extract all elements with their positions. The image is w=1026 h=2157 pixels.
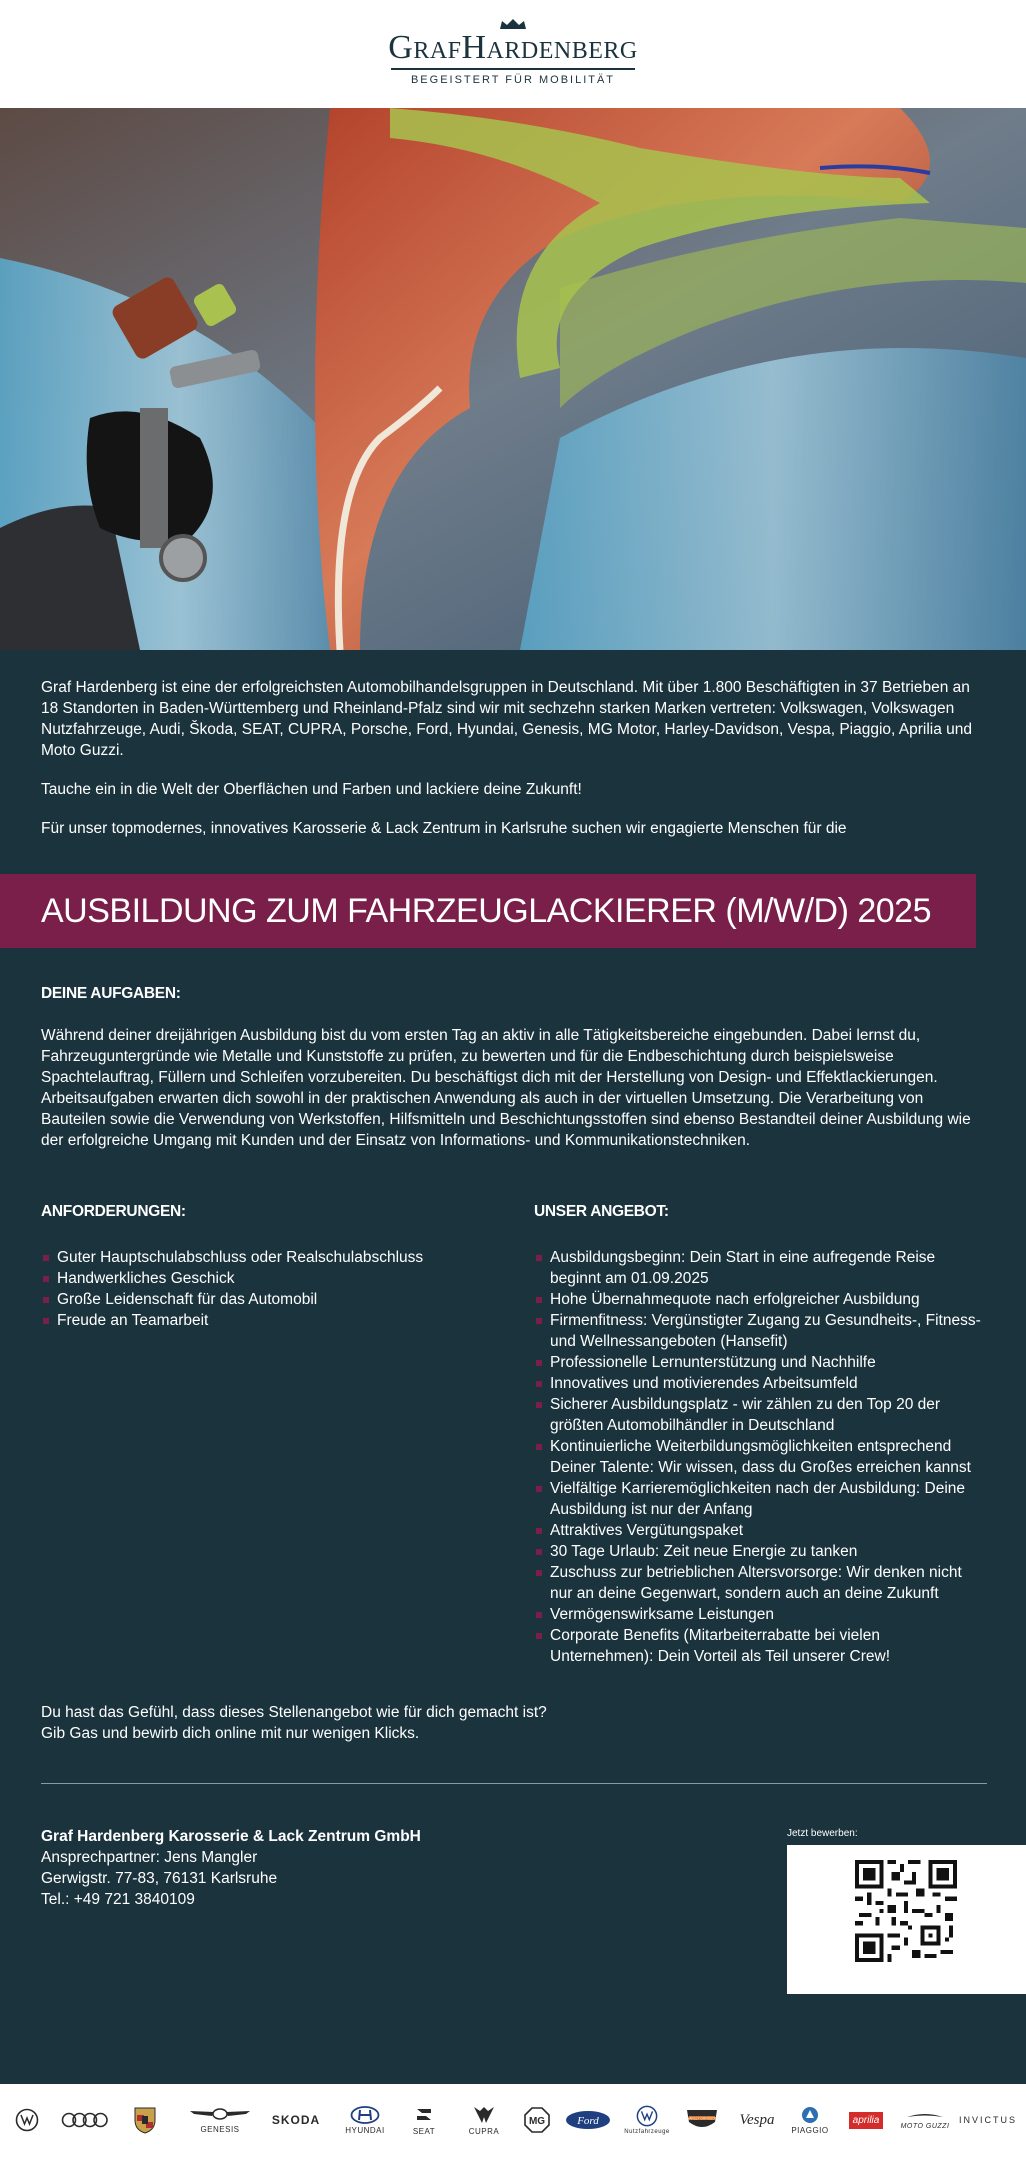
contact-company: Graf Hardenberg Karosserie & Lack Zentrum GmbH [41,1828,421,1845]
invictus-logo [958,2098,1018,2142]
cupra-label: CUPRA [468,2126,500,2136]
tasks-text: Während deiner dreijährigen Ausbildung bist du vom ersten Tag an aktiv in alle Tätigkeitsbereiche eingebunden. Dabei lernst du, Fahrzeuguntergründe wie Metalle und Kunststoffe zu prüfen, zu bewerten und für die Endbeschichtung durch beispielsweise Spachtelauftrag, Füllern und Schleifen vorzubereiten. Du beschäftigst dich mit der Herstellung von Design- und Effektlackierungen. Arbeitsaufgaben erwarten dich sowohl in der praktischen Anwendung als auch in der virtuellen Umsetzung. Die Verarbeitung von Bauteilen sowie die Verwendung von Werkstoffen, Hilfsmitteln und Beschichtungsstoffen sind ebenso Bestandteil deiner Ausbildung wie der erfolgreiche Umgang mit Kunden und der Einsatz von Informations- und Kommunikationstechniken. [41,1027,971,1149]
vw-nutzfahrzeuge-logo [626,2098,668,2142]
hyundai-icon [350,2106,380,2124]
vw-nutzfahrzeuge-label: Nutzfahrzeuge [624,2129,670,2135]
volkswagen-logo [12,2098,42,2142]
offer-item: Zuschuss zur betrieblichen Altersvorsorge: Wir denken nicht nur an deine Gegenwart, sondern auch an deine Zukunft [534,1562,984,1604]
logo-tagline: BEGEISTERT FÜR MOBILITÄT [410,74,616,86]
offer-item: Firmenfitness: Vergünstigter Zugang zu Gesundheits-, Fitness- und Wellnessangeboten (Hansefit) [534,1310,984,1352]
offer-item: Professionelle Lernunterstützung und Nachhilfe [534,1352,984,1373]
call-to-action [41,1702,641,1744]
porsche-crest-icon [134,2106,156,2134]
requirements-list [41,1247,511,1331]
mg-label: MG [528,2116,546,2127]
requirement-item: Guter Hauptschulabschluss oder Realschulabschluss [41,1247,511,1268]
piaggio-icon [801,2106,819,2124]
offer-list [534,1247,984,1667]
contact-phone[interactable]: Tel.: +49 721 3840109 [41,1891,195,1908]
offer-item: Sicherer Ausbildungsplatz - wir zählen zu den Top 20 der größten Automobilhändler in Deutschland [534,1394,984,1436]
cta-line-2: Gib Gas und bewirb dich online mit nur wenigen Klicks. [41,1725,420,1742]
moto-guzzi-logo [900,2098,950,2142]
offer-item: Ausbildungsbeginn: Dein Start in eine aufregende Reise beginnt am 01.09.2025 [534,1247,984,1289]
logo-rule [391,68,635,70]
genesis-label: GENESIS [200,2124,240,2134]
hero-image [0,108,1026,650]
audi-logo [60,2098,110,2142]
intro-lead-in: Für unser topmodernes, innovatives Karosserie & Lack Zentrum in Karlsruhe suchen wir engagierte Menschen für die [41,820,847,837]
contact-person: Ansprechpartner: Jens Mangler [41,1849,258,1866]
harley-shield-icon [686,2107,718,2133]
offer-item: Vielfältige Karrieremöglichkeiten nach der Ausbildung: Deine Ausbildung ist nur der Anfang [534,1478,984,1520]
hyundai-label: HYUNDAI [345,2125,385,2135]
offer-item: Vermögenswirksame Leistungen [534,1604,984,1625]
brand-logo-strip [0,2084,1026,2157]
offer-item: Innovatives und motivierendes Arbeitsumfeld [534,1373,984,1394]
volkswagen-icon [15,2108,39,2132]
piaggio-logo [788,2098,832,2142]
mg-octagon-icon [524,2107,550,2133]
apply-label: Jetzt bewerben: [787,1828,858,1839]
requirement-item: Freude an Teamarbeit [41,1310,511,1331]
intro-section [41,677,991,857]
apply-qr-code[interactable] [787,1845,1026,1994]
genesis-logo [185,2098,255,2142]
offer-item: Corporate Benefits (Mitarbeiterrabatte bei vielen Unternehmen): Dein Vorteil als Teil unserer Crew! [534,1625,984,1667]
seat-icon [414,2105,434,2125]
porsche-logo [130,2098,160,2142]
harley-davidson-logo [684,2098,720,2142]
ford-logo [562,2098,614,2142]
piaggio-label: PIAGGIO [791,2125,829,2135]
seat-label: SEAT [412,2126,436,2136]
cupra-logo [462,2098,506,2142]
moto-guzzi-label: MOTO GUZZI [900,2122,950,2130]
moto-guzzi-eagle-icon [905,2111,945,2121]
ford-label: Ford [577,2115,599,2127]
job-title: AUSBILDUNG ZUM FAHRZEUGLACKIERER (M/W/D) 2025 [41,892,931,930]
offer-item: Attraktives Vergütungspaket [534,1520,984,1541]
vespa-label: Vespa [739,2111,775,2128]
offer-heading: UNSER ANGEBOT: [534,1203,669,1220]
seat-logo [406,2098,442,2142]
contact-address: Gerwigstr. 77-83, 76131 Karlsruhe [41,1870,278,1887]
offer-item: Hohe Übernahmequote nach erfolgreicher Ausbildung [534,1289,984,1310]
requirements-heading: ANFORDERUNGEN: [41,1203,186,1220]
genesis-wings-icon [188,2107,252,2123]
tasks-heading: DEINE AUFGABEN: [41,985,181,1002]
volkswagen-icon [636,2105,658,2127]
offer-item: Kontinuierliche Weiterbildungsmöglichkeiten entsprechend Deiner Talente: Wir wissen, dass du Großes erreichen kannst [534,1436,984,1478]
intro-tagline: Tauche ein in die Welt der Oberflächen und Farben und lackiere deine Zukunft! [41,781,582,798]
audi-rings-icon [61,2112,109,2128]
vespa-logo [734,2098,780,2142]
mg-logo [520,2098,554,2142]
company-logo[interactable] [0,18,1026,86]
aprilia-label: aprilia [849,2112,884,2129]
ford-oval-icon [565,2110,611,2130]
aprilia-logo [848,2098,884,2142]
contact-block [41,1826,641,1910]
harley-label: HARLEY-DAVIDSON [687,2116,717,2121]
skoda-label: SKODA [271,2113,321,2127]
offer-item: 30 Tage Urlaub: Zeit neue Energie zu tanken [534,1541,984,1562]
intro-company-text: Graf Hardenberg ist eine der erfolgreichsten Automobilhandelsgruppen in Deutschland. Mit über 1.800 Beschäftigten in 37 Betrieben an 18 Standorten in Baden-Württemberg und Rheinland-Pfalz sind wir mit sechzehn starken Marken vertreten: Volkswagen, Volkswagen Nutzfahrzeuge, Audi, Škoda, SEAT, CUPRA, Porsche, Ford, Hyundai, Genesis, MG Motor, Harley-Davidson, Vespa, Piaggio, Aprilia und Moto Guzzi. [41,679,973,759]
cupra-icon [472,2105,496,2125]
hyundai-logo [340,2098,390,2142]
requirement-item: Handwerkliches Geschick [41,1268,511,1289]
job-title-banner [0,874,976,948]
qr-code-icon [855,1860,957,1962]
section-divider [41,1783,987,1784]
page-header [0,0,1026,108]
invictus-label: INVICTUS [958,2115,1017,2125]
skoda-logo [268,2098,324,2142]
logo-wordmark: GrafHardenberg [388,29,638,66]
requirement-item: Große Leidenschaft für das Automobil [41,1289,511,1310]
cta-line-1: Du hast das Gefühl, dass dieses Stellenangebot wie für dich gemacht ist? [41,1704,547,1721]
